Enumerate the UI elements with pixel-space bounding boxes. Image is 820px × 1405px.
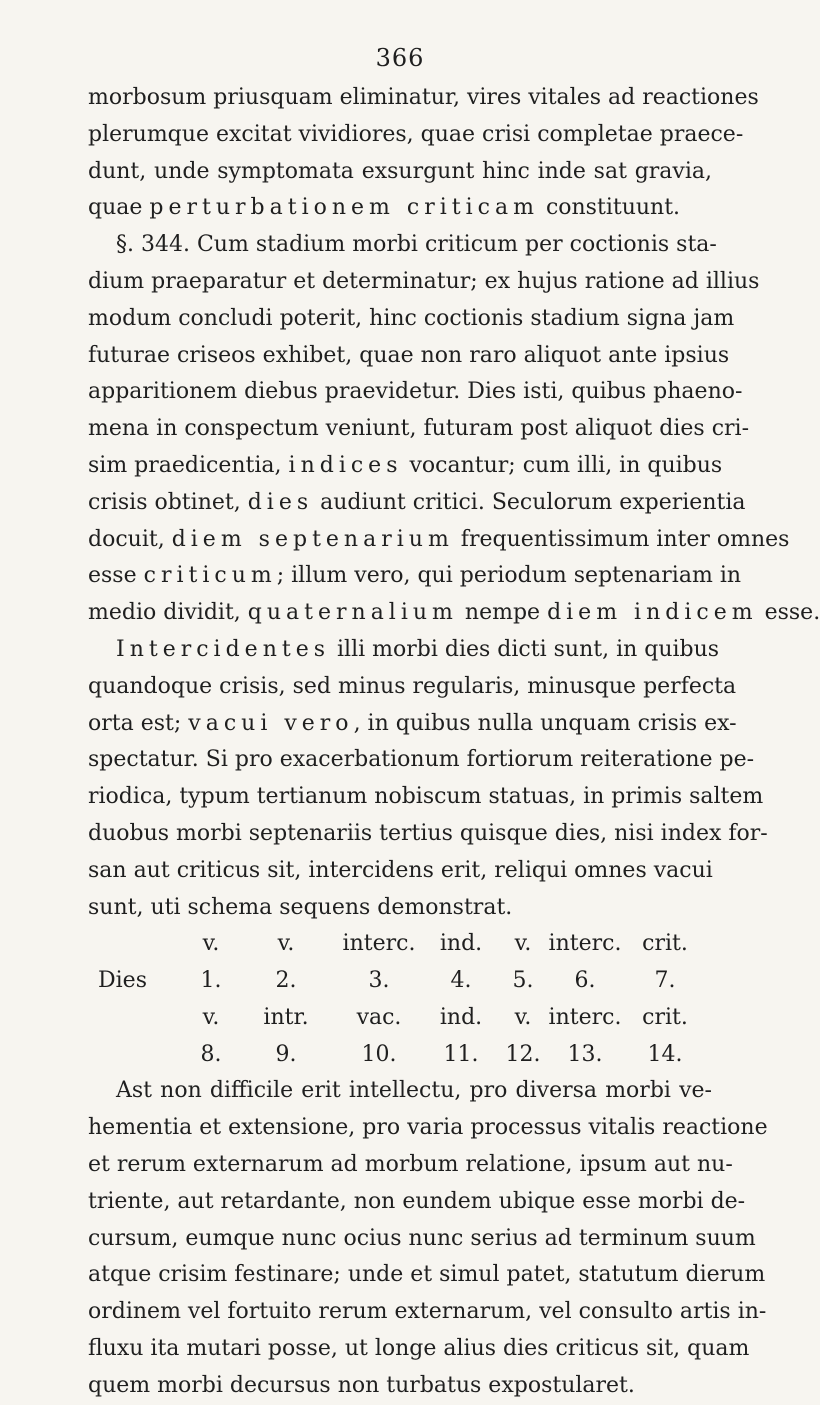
text-fragment: orta est; bbox=[88, 710, 189, 736]
text-line: mena in conspectum veniunt, futuram post aliquot dies cri- bbox=[88, 416, 749, 442]
text-line: duobus morbi septenariis tertius quisque dies, nisi index for- bbox=[88, 820, 768, 846]
spaced-term: diem septenarium bbox=[171, 526, 454, 552]
text-line: modum concludi poterit, hinc coctionis stadium signa jam bbox=[88, 305, 735, 331]
schema-cell: 13. bbox=[567, 1041, 603, 1067]
schema-cell: vac. bbox=[356, 1004, 402, 1030]
text-line bbox=[88, 706, 737, 743]
schema-cell: crit. bbox=[642, 1004, 688, 1030]
text-line: Ast non difficile erit intellectu, pro diversa morbi ve- bbox=[116, 1078, 712, 1104]
text-line bbox=[88, 485, 746, 522]
spaced-term: diem indicem bbox=[547, 600, 758, 626]
text-fragment: docuit, bbox=[88, 526, 172, 552]
text-line bbox=[88, 522, 790, 559]
spaced-term: criticum bbox=[143, 563, 277, 589]
text-line bbox=[88, 558, 742, 595]
text-fragment: audiunt critici. Seculorum experientia bbox=[313, 489, 746, 515]
schema-cell: 11. bbox=[443, 1041, 479, 1067]
text-line: quem morbi decursus non turbatus expostularet. bbox=[88, 1372, 635, 1398]
schema-cell: 6. bbox=[574, 968, 596, 994]
text-line: cursum, eumque nunc ocius nunc serius ad terminum suum bbox=[88, 1225, 756, 1251]
page-number: 366 bbox=[375, 44, 425, 72]
schema-row bbox=[88, 1037, 712, 1074]
text-fragment: vocantur; cum illi, in quibus bbox=[402, 452, 723, 478]
schema-cell: 14. bbox=[647, 1041, 683, 1067]
schema-cell: 7. bbox=[654, 968, 676, 994]
schema-row bbox=[88, 963, 712, 1000]
schema-cell: crit. bbox=[642, 931, 688, 957]
schema-cell: interc. bbox=[548, 1004, 622, 1030]
spaced-term: dies bbox=[247, 489, 314, 515]
text-line: san aut criticus sit, intercidens erit, reliqui omnes vacui bbox=[88, 857, 713, 883]
spaced-term: Intercidentes bbox=[116, 636, 331, 662]
text-line: hementia et extensione, pro varia processus vitalis reactione bbox=[88, 1115, 768, 1141]
schema-cell: v. bbox=[202, 1004, 220, 1030]
text-line: apparitionem diebus praevidetur. Dies isti, quibus phaeno- bbox=[88, 379, 743, 405]
text-line: §. 344. Cum stadium morbi criticum per coctionis sta- bbox=[116, 232, 717, 258]
text-line: sunt, uti schema sequens demonstrat. bbox=[88, 894, 513, 920]
text-fragment: esse. bbox=[757, 600, 820, 626]
schema-cell: v. bbox=[202, 931, 220, 957]
text-fragment: ; illum vero, qui periodum septenariam in bbox=[276, 563, 742, 589]
schema-cell: v. bbox=[514, 931, 532, 957]
text-fragment: esse bbox=[88, 563, 144, 589]
schema-cell: 5. bbox=[512, 968, 534, 994]
text-line: spectatur. Si pro exacerbationum fortiorum reiteratione pe- bbox=[88, 747, 755, 773]
schema-cell: ind. bbox=[439, 931, 483, 957]
text-line: ordinem vel fortuito rerum externarum, vel consulto artis in- bbox=[88, 1299, 767, 1325]
schema-label: Dies bbox=[98, 968, 147, 994]
text-line: et rerum externarum ad morbum relatione, ipsum aut nu- bbox=[88, 1151, 733, 1177]
text-line: dium praeparatur et determinatur; ex hujus ratione ad illius bbox=[88, 268, 760, 294]
text-line bbox=[88, 448, 723, 485]
text-line: riodica, typum tertianum nobiscum statuas, in primis saltem bbox=[88, 784, 764, 810]
text-fragment: medio dividit, bbox=[88, 600, 248, 626]
text-line: morbosum priusquam eliminatur, vires vitales ad reactiones bbox=[88, 85, 759, 110]
text-line: atque crisim festinare; unde et simul patet, statutum dierum bbox=[88, 1262, 766, 1288]
schema-cell: 8. bbox=[200, 1041, 222, 1067]
text-line bbox=[88, 595, 820, 632]
text-line bbox=[88, 632, 720, 669]
text-fragment: frequentissimum inter omnes bbox=[453, 526, 790, 552]
text-line bbox=[88, 190, 712, 227]
spaced-term: perturbationem criticam bbox=[149, 195, 539, 221]
text-fragment: , in quibus nulla unquam crisis ex- bbox=[353, 710, 737, 736]
schema-cell: v. bbox=[514, 1004, 532, 1030]
schema-row bbox=[88, 1000, 712, 1037]
schema-cell: 12. bbox=[505, 1041, 541, 1067]
spaced-term: quaternalium bbox=[247, 600, 458, 626]
body-text bbox=[88, 80, 820, 1405]
text-line: fluxu ita mutari posse, ut longe alius dies criticus sit, quam bbox=[88, 1335, 750, 1361]
text-line: quandoque crisis, sed minus regularis, minusque perfecta bbox=[88, 673, 737, 699]
text-fragment: sim praedicentia, bbox=[88, 452, 289, 478]
day-schema bbox=[88, 926, 712, 1073]
schema-cell: ind. bbox=[439, 1004, 483, 1030]
schema-cell: 9. bbox=[275, 1041, 297, 1067]
schema-cell: interc. bbox=[548, 931, 622, 957]
schema-row bbox=[88, 926, 712, 963]
schema-cell: interc. bbox=[342, 931, 416, 957]
schema-cell: intr. bbox=[263, 1004, 309, 1030]
text-fragment: illi morbi dies dicti sunt, in quibus bbox=[330, 636, 720, 662]
spaced-term: vacui vero bbox=[188, 710, 354, 736]
schema-cell: 2. bbox=[275, 968, 297, 994]
text-line: plerumque excitat vividiores, quae crisi completae praece- bbox=[88, 121, 744, 147]
schema-cell: v. bbox=[277, 931, 295, 957]
schema-cell: 3. bbox=[368, 968, 390, 994]
spaced-term: indices bbox=[288, 452, 403, 478]
schema-cell: 4. bbox=[450, 968, 472, 994]
text-line: dunt, unde symptomata exsurgunt hinc inde sat gravia, bbox=[88, 158, 712, 184]
text-line: futurae criseos exhibet, quae non raro aliquot ante ipsius bbox=[88, 342, 730, 368]
text-fragment: nempe bbox=[457, 600, 548, 626]
text-line: triente, aut retardante, non eundem ubique esse morbi de- bbox=[88, 1188, 746, 1214]
text-fragment: constituunt. bbox=[538, 195, 681, 221]
text-fragment: quae bbox=[88, 195, 150, 221]
schema-cell: 10. bbox=[361, 1041, 397, 1067]
schema-cell: 1. bbox=[200, 968, 222, 994]
text-fragment: crisis obtinet, bbox=[88, 489, 248, 515]
